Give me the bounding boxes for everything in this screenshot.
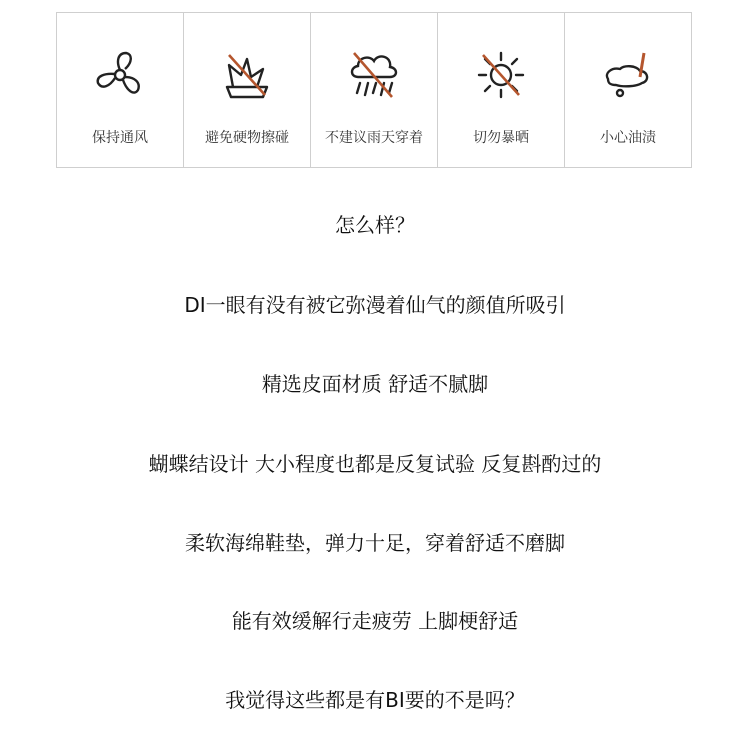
care-item-no-rain [311,13,438,167]
care-item-oil-stain [565,13,691,167]
text-line: 我觉得这些都是有BI要的不是吗？ [225,688,525,712]
text-line: 精选皮面材质 舒适不腻脚 [261,372,489,396]
care-item-label: 保持通风 [92,130,148,146]
care-item-label: 切勿暴晒 [473,130,529,146]
no-hard-object-icon [219,47,275,103]
text-line: DI一眼有没有被它弥漫着仙气的颜值所吸引 [184,293,566,317]
text-line: 能有效缓解行走疲劳 上脚梗舒适 [231,609,519,633]
care-instructions-strip [56,12,692,168]
care-item-label: 不建议雨天穿着 [325,130,423,146]
text-line: 柔软海绵鞋垫，弹力十足，穿着舒适不磨脚 [185,531,565,555]
fan-icon [92,47,148,103]
care-item-avoid-hard-objects [184,13,311,167]
care-item-ventilate [57,13,184,167]
text-line: 蝴蝶结设计 大小程度也都是反复试验 反复斟酌过的 [148,452,602,476]
no-sun-icon [473,47,529,103]
care-item-label: 小心油渍 [600,130,656,146]
text-line: 怎么样？ [335,213,415,237]
no-rain-icon [346,47,402,103]
care-item-no-sun [438,13,565,167]
oil-stain-icon [600,47,656,103]
care-item-label: 避免硬物擦碰 [205,130,289,146]
